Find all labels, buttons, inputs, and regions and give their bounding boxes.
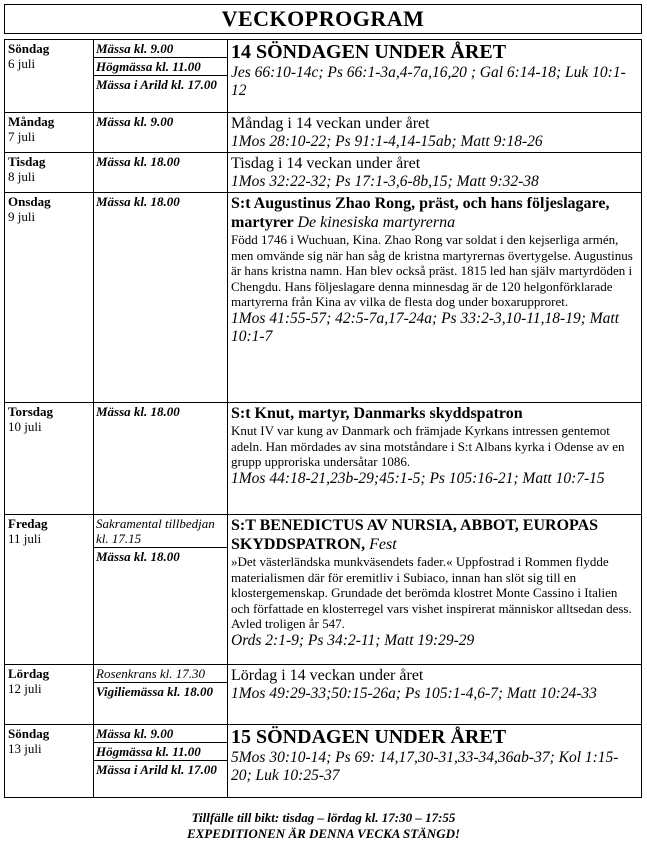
description-cell — [228, 665, 642, 725]
day-date: 7 juli — [8, 129, 36, 144]
description-cell — [228, 725, 642, 798]
service-time: Vigiliemässa kl. 18.00 — [96, 684, 214, 699]
service-time: Mässa kl. 18.00 — [96, 404, 180, 419]
day-heading: Lördag i 14 veckan under året — [231, 667, 424, 684]
saint-note: Född 1746 i Wuchuan, Kina. Zhao Rong var soldat i den kejserliga armén, men omvände sig när han såg de kristna martyrernas övertygelse. Augustinus är hans kristna namn. Han blev också präst. 1815 led han själv martyrdöden i Chengdu. Hans följeslagare denna minnesdag är de 120 helgonförklarade martyrerna från Kina av vilka de flesta dog under boxarupproret. — [231, 232, 633, 309]
day-heading: Tisdag i 14 veckan under året — [231, 155, 421, 172]
service-time: Mässa kl. 18.00 — [96, 194, 180, 209]
schedule-row — [5, 153, 642, 193]
readings: 1Mos 32:22-32; Ps 17:1-3,6-8b,15; Matt 9:32-38 — [231, 173, 539, 190]
day-name: Söndag — [8, 726, 50, 741]
day-cell — [5, 515, 94, 665]
day-heading: S:t Knut, martyr, Danmarks skyddspatron — [231, 405, 523, 422]
times-cell — [94, 515, 228, 665]
confession-times: Tillfälle till bikt: tisdag – lördag kl. 17:30 – 17:55 — [191, 810, 456, 825]
readings: 1Mos 28:10-22; Ps 91:1-4,14-15ab; Matt 9:18-26 — [231, 133, 543, 150]
day-heading — [231, 194, 638, 232]
schedule-row — [5, 515, 642, 665]
service-time: Mässa i Arild kl. 17.00 — [96, 762, 217, 777]
saint-note: Knut IV var kung av Danmark och främjade Kyrkans intressen gentemot adeln. Han mördades av sina motståndare i S:t Albans kyrka i Odense av en grupp upproriska undersåtar 1086. — [231, 423, 625, 469]
feast-name: S:T BENEDICTUS AV NURSIA, ABBOT, EUROPAS SKYDDSPATRON, — [231, 517, 599, 553]
readings: 1Mos 41:55-57; 42:5-7a,17-24a; Ps 33:2-3,10-11,18-19; Matt 10:1-7 — [231, 309, 620, 345]
description-cell — [228, 153, 642, 193]
service-time: Högmässa kl. 11.00 — [94, 743, 227, 761]
day-date: 11 juli — [8, 531, 42, 546]
times-cell — [94, 725, 228, 798]
service-time: Mässa kl. 18.00 — [96, 549, 180, 564]
day-name: Lördag — [8, 666, 50, 681]
service-time: Mässa kl. 9.00 — [94, 725, 227, 743]
day-heading — [231, 516, 638, 554]
readings: 1Mos 44:18-21,23b-29;45:1-5; Ps 105:16-21; Matt 10:7-15 — [231, 469, 605, 487]
day-name: Tisdag — [8, 154, 46, 169]
times-cell — [94, 40, 228, 113]
description-cell — [228, 193, 642, 403]
service-time: Högmässa kl. 11.00 — [94, 58, 227, 76]
service-time: Rosenkrans kl. 17.30 — [94, 665, 227, 683]
times-cell — [94, 665, 228, 725]
day-cell — [5, 403, 94, 515]
day-heading: Måndag i 14 veckan under året — [231, 115, 430, 132]
day-date: 6 juli — [8, 56, 36, 71]
schedule-row — [5, 193, 642, 403]
week-schedule-table — [4, 39, 642, 798]
day-cell — [5, 40, 94, 113]
service-time: Sakramental tillbedjan kl. 17.15 — [94, 515, 227, 548]
service-time: Mässa kl. 9.00 — [96, 114, 174, 129]
day-date: 12 juli — [8, 681, 42, 696]
readings: Ords 2:1-9; Ps 34:2-11; Matt 19:29-29 — [231, 631, 475, 649]
times-cell — [94, 403, 228, 515]
day-cell — [5, 665, 94, 725]
times-cell — [94, 153, 228, 193]
day-cell — [5, 113, 94, 153]
saint-note: »Det västerländska munkväsendets fader.« Uppfostrad i Rommen flydde materialismen där för eremitliv i Subiaco, innan han slöt sig till en klostergemenskap. Grundade det berömda klostret Monte Cassino i Italien och författade en klosterregel vars vishet inspirerat människor alltsedan dess. Avled troligen år 547. — [231, 554, 632, 631]
description-cell — [228, 40, 642, 113]
times-cell — [94, 193, 228, 403]
day-name: Måndag — [8, 114, 55, 129]
schedule-row — [5, 665, 642, 725]
schedule-row — [5, 403, 642, 515]
office-closed-notice: EXPEDITIONEN ÄR DENNA VECKA STÄNGD! — [186, 826, 461, 841]
readings: Jes 66:10-14c; Ps 66:1-3a,4-7a,16,20 ; Gal 6:14-18; Luk 10:1-12 — [231, 64, 626, 99]
schedule-row — [5, 113, 642, 153]
day-heading: 14 SÖNDAGEN UNDER ÅRET — [231, 41, 507, 63]
day-date: 9 juli — [8, 209, 36, 224]
feast-suffix: De kinesiska martyrerna — [297, 214, 456, 231]
service-time: Mässa kl. 18.00 — [96, 154, 180, 169]
day-cell — [5, 725, 94, 798]
day-date: 13 juli — [8, 741, 42, 756]
feast-suffix: Fest — [369, 536, 397, 553]
times-cell — [94, 113, 228, 153]
day-heading: 15 SÖNDAGEN UNDER ÅRET — [231, 726, 507, 748]
readings: 1Mos 49:29-33;50:15-26a; Ps 105:1-4,6-7; Matt 10:24-33 — [231, 685, 597, 702]
day-date: 8 juli — [8, 169, 36, 184]
description-cell — [228, 515, 642, 665]
feast-name: S:t Augustinus Zhao Rong, präst, och hans följeslagare, martyrer — [231, 195, 610, 231]
schedule-row — [5, 40, 642, 113]
day-cell — [5, 193, 94, 403]
day-name: Söndag — [8, 41, 50, 56]
day-name: Torsdag — [8, 404, 54, 419]
service-time: Mässa kl. 9.00 — [94, 40, 227, 58]
day-cell — [5, 153, 94, 193]
description-cell — [228, 113, 642, 153]
service-time: Mässa i Arild kl. 17.00 — [96, 77, 217, 92]
page-title: VECKOPROGRAM — [4, 4, 642, 34]
day-name: Fredag — [8, 516, 48, 531]
readings: 5Mos 30:10-14; Ps 69: 14,17,30-31,33-34,36ab-37; Kol 1:15-20; Luk 10:25-37 — [231, 749, 619, 784]
schedule-row — [5, 725, 642, 798]
description-cell — [228, 403, 642, 515]
day-name: Onsdag — [8, 194, 51, 209]
day-date: 10 juli — [8, 419, 42, 434]
